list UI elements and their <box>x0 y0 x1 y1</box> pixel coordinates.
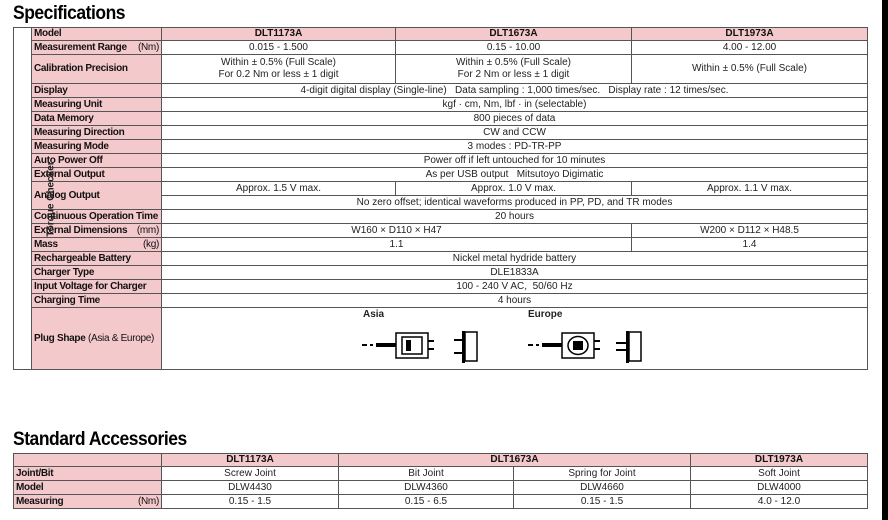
external-dimensions-value-1: W160 × D110 × H47 <box>162 224 632 238</box>
charging-time-row <box>14 294 868 308</box>
model-label: Model <box>32 28 162 41</box>
accessory-model-value-3: DLW4660 <box>514 481 691 495</box>
external-output-label: External Output <box>32 168 162 182</box>
accessory-measuring-value-3: 0.15 - 1.5 <box>514 495 691 509</box>
mass-row <box>14 238 868 252</box>
mass-label: Mass (kg) <box>32 238 162 252</box>
external-dimensions-row <box>14 224 868 238</box>
continuous-operation-label: Continuous Operation Time <box>32 210 162 224</box>
measurement-range-value-1: 0.015 - 1.500 <box>162 41 396 55</box>
joint-bit-value-3: Spring for Joint <box>514 467 691 481</box>
input-voltage-row <box>14 280 868 294</box>
charger-type-value: DLE1833A <box>162 266 868 280</box>
model-header-3: DLT1973A <box>632 28 868 41</box>
measuring-direction-label: Measuring Direction <box>32 126 162 140</box>
measuring-unit-row <box>14 98 868 112</box>
accessories-model-row <box>14 454 868 467</box>
measurement-range-value-2: 0.15 - 10.00 <box>396 41 632 55</box>
external-output-value: As per USB output Mitsutoyo Digimatic <box>162 168 868 182</box>
measuring-unit-value: kgf · cm, Nm, lbf · in (selectable) <box>162 98 868 112</box>
accessories-header-1: DLT1173A <box>162 454 339 467</box>
continuous-operation-row <box>14 210 868 224</box>
calibration-precision-value-2: Within ± 0.5% (Full Scale) For 2 Nm or less ± 1 digit <box>396 55 632 84</box>
auto-power-off-label: Auto Power Off <box>32 154 162 168</box>
joint-bit-label: Joint/Bit <box>14 467 162 481</box>
measuring-mode-row <box>14 140 868 154</box>
analog-output-value-3: Approx. 1.1 V max. <box>632 182 868 196</box>
accessory-model-value-2: DLW4360 <box>339 481 514 495</box>
external-output-row <box>14 168 868 182</box>
charging-time-value: 4 hours <box>162 294 868 308</box>
analog-output-note: No zero offset; identical waveforms produced in PP, PD, and TR modes <box>162 196 868 210</box>
accessory-measuring-row <box>14 495 868 509</box>
accessories-header-2: DLT1673A <box>339 454 691 467</box>
measurement-range-row <box>14 41 868 55</box>
accessory-model-label: Model <box>14 481 162 495</box>
display-row <box>14 84 868 98</box>
measuring-mode-value: 3 modes : PD-TR-PP <box>162 140 868 154</box>
calibration-precision-label: Calibration Precision <box>32 55 162 84</box>
plug-shape-row <box>14 308 868 370</box>
charger-type-label: Charger Type <box>32 266 162 280</box>
plug-europe-label: Europe <box>528 309 563 320</box>
input-voltage-label: Input Voltage for Charger <box>32 280 162 294</box>
external-dimensions-label: External Dimensions (mm) <box>32 224 162 238</box>
accessories-corner <box>14 454 162 467</box>
data-memory-value: 800 pieces of data <box>162 112 868 126</box>
standard-accessories-title: Standard Accessories <box>13 429 187 450</box>
accessory-measuring-value-4: 4.0 - 12.0 <box>691 495 868 509</box>
measuring-direction-value: CW and CCW <box>162 126 868 140</box>
input-voltage-value: 100 - 240 V AC, 50/60 Hz <box>162 280 868 294</box>
accessory-model-value-4: DLW4000 <box>691 481 868 495</box>
accessory-measuring-value-2: 0.15 - 6.5 <box>339 495 514 509</box>
mass-value-1: 1.1 <box>162 238 632 252</box>
plug-shape-cell <box>162 308 868 370</box>
measurement-range-label: Measurement Range (Nm) <box>32 41 162 55</box>
rechargeable-battery-row <box>14 252 868 266</box>
joint-bit-value-2: Bit Joint <box>339 467 514 481</box>
analog-output-value-2: Approx. 1.0 V max. <box>396 182 632 196</box>
joint-bit-row <box>14 467 868 481</box>
calibration-precision-row <box>14 55 868 84</box>
measurement-range-value-3: 4.00 - 12.00 <box>632 41 868 55</box>
charger-type-row <box>14 266 868 280</box>
accessories-table <box>13 453 868 509</box>
rechargeable-battery-value: Nickel metal hydride battery <box>162 252 868 266</box>
mass-value-2: 1.4 <box>632 238 868 252</box>
accessory-measuring-value-1: 0.15 - 1.5 <box>162 495 339 509</box>
model-header-1: DLT1173A <box>162 28 396 41</box>
calibration-precision-value-1: Within ± 0.5% (Full Scale) For 0.2 Nm or less ± 1 digit <box>162 55 396 84</box>
analog-output-row <box>14 182 868 196</box>
model-row <box>14 28 868 41</box>
external-dimensions-value-2: W200 × D112 × H48.5 <box>632 224 868 238</box>
rechargeable-battery-label: Rechargeable Battery <box>32 252 162 266</box>
accessory-measuring-label: Measuring (Nm) <box>14 495 162 509</box>
display-label: Display <box>32 84 162 98</box>
torque-checker-side-label: Torque Checker <box>14 28 32 370</box>
joint-bit-value-4: Soft Joint <box>691 467 868 481</box>
accessories-header-3: DLT1973A <box>691 454 868 467</box>
europe-plug-icon <box>528 328 653 364</box>
auto-power-off-value: Power off if left untouched for 10 minutes <box>162 154 868 168</box>
specifications-title: Specifications <box>13 3 126 24</box>
measuring-direction-row <box>14 126 868 140</box>
plug-asia-label: Asia <box>363 309 385 320</box>
accessory-model-row <box>14 481 868 495</box>
analog-output-label: Analog Output <box>32 182 162 210</box>
data-memory-row <box>14 112 868 126</box>
joint-bit-value-1: Screw Joint <box>162 467 339 481</box>
analog-output-value-1: Approx. 1.5 V max. <box>162 182 396 196</box>
auto-power-off-row <box>14 154 868 168</box>
accessory-model-value-1: DLW4430 <box>162 481 339 495</box>
plug-shape-label: Plug Shape (Asia & Europe) <box>32 308 162 370</box>
measuring-unit-label: Measuring Unit <box>32 98 162 112</box>
model-header-2: DLT1673A <box>396 28 632 41</box>
specifications-table <box>13 27 868 370</box>
charging-time-label: Charging Time <box>32 294 162 308</box>
display-value: 4-digit digital display (Single-line) Data sampling : 1,000 times/sec. Display rate : 12 times/sec. <box>162 84 868 98</box>
asia-plug-icon <box>362 328 487 364</box>
continuous-operation-value: 20 hours <box>162 210 868 224</box>
measuring-mode-label: Measuring Mode <box>32 140 162 154</box>
data-memory-label: Data Memory <box>32 112 162 126</box>
calibration-precision-value-3: Within ± 0.5% (Full Scale) <box>632 55 868 84</box>
